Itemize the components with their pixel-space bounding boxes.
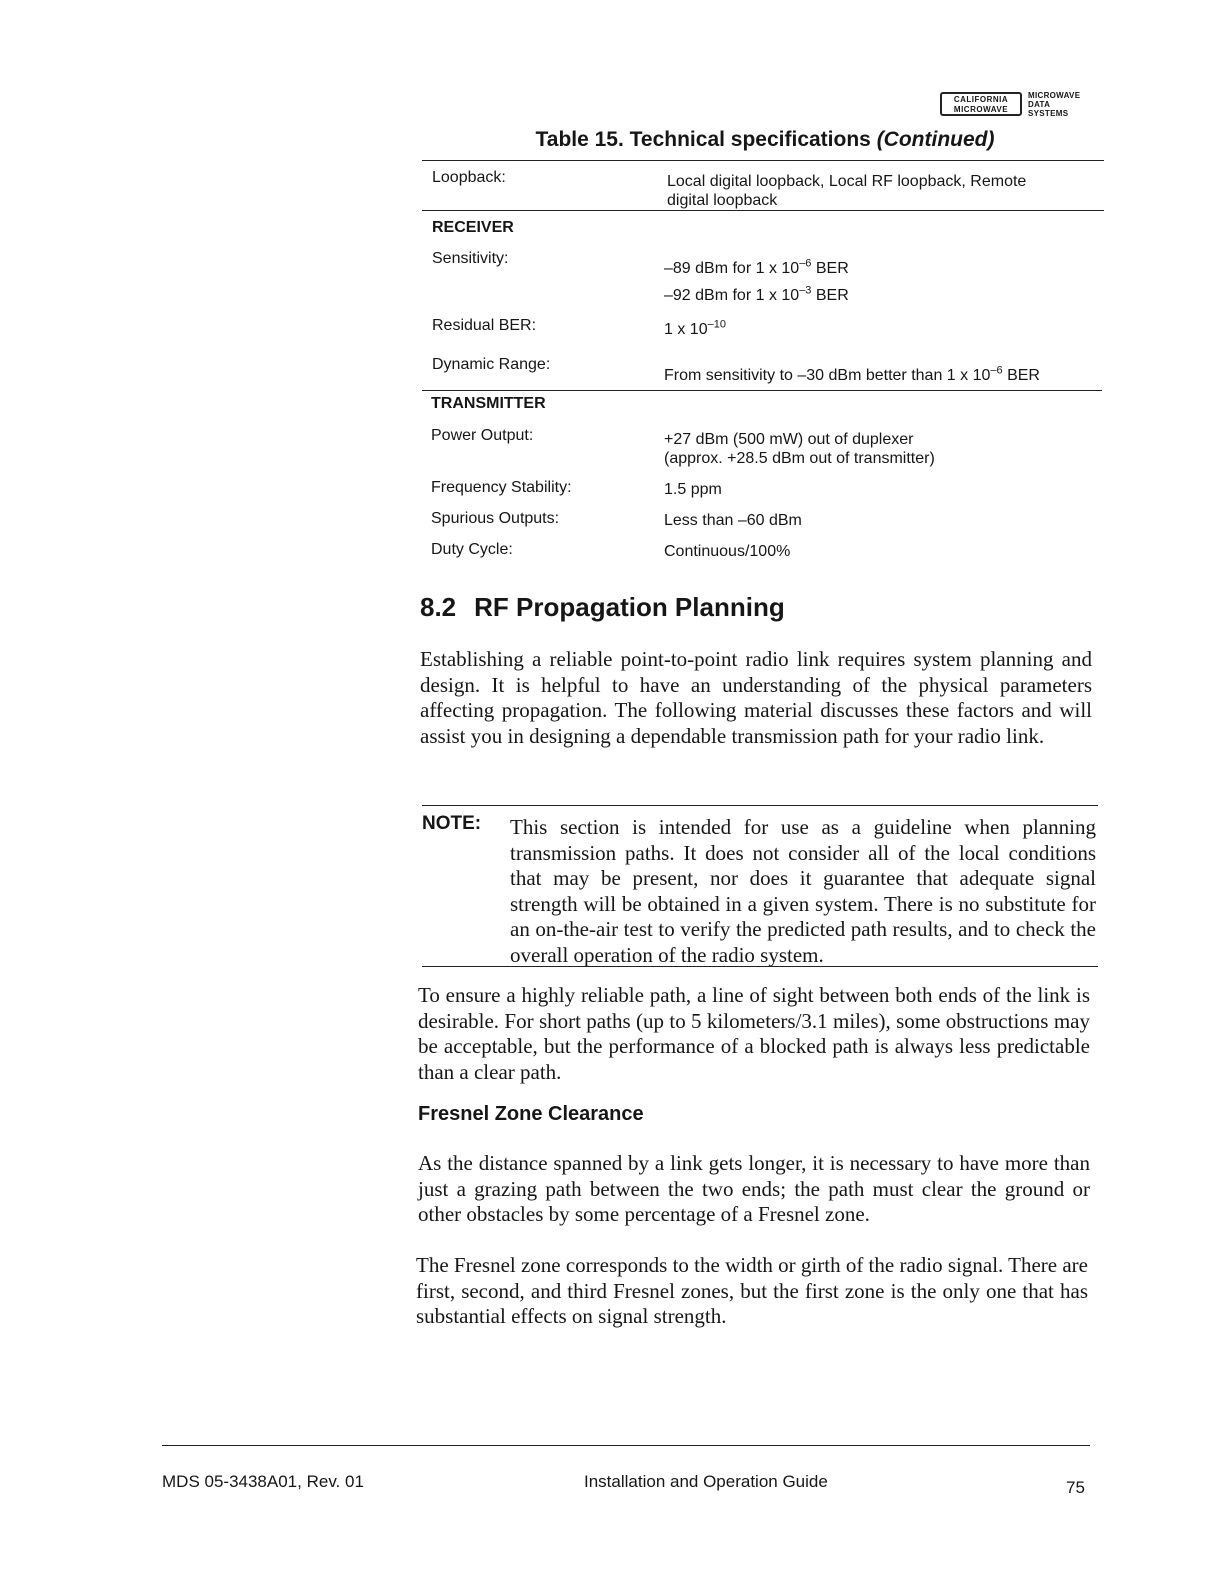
spurious-outputs-value: Less than –60 dBm: [664, 512, 802, 529]
footer-doc-id: MDS 05-3438A01, Rev. 01: [162, 1472, 364, 1491]
footer-rule: [162, 1445, 1090, 1446]
company-logo: [940, 92, 1090, 126]
loopback-value-line1: Local digital loopback, Local RF loopback, Remote: [667, 173, 1027, 190]
logo-box-line1: CALIFORNIA: [953, 95, 1009, 104]
section-title: RF Propagation Planning: [474, 592, 785, 622]
duty-cycle-value: Continuous/100%: [664, 543, 791, 560]
logo-right-line3: SYSTEMS: [1028, 109, 1069, 118]
power-output-value: [664, 430, 935, 468]
table-title-suffix: (Continued): [876, 128, 995, 151]
footer-guide-title: Installation and Operation Guide: [584, 1472, 828, 1491]
intro-paragraph: Establishing a reliable point-to-point radio link requires system planning and design. It is helpful to have an understanding of the physical parameters affecting propagation. The following material discusses these factors and will assist you in designing a dependable transmission path for your radio link.: [420, 647, 1092, 748]
dynamic-suffix: BER: [1002, 367, 1040, 384]
table-title-text: Table 15. Technical specifications: [535, 128, 871, 151]
receiver-heading: RECEIVER: [432, 219, 514, 236]
sens1-text: –89 dBm for 1 x 10: [664, 260, 800, 277]
loopback-label: Loopback:: [432, 169, 506, 186]
loopback-value: [667, 172, 1026, 210]
table-title: [420, 128, 1110, 152]
note-text: This section is intended for use as a guideline when planning transmission paths. It does not consider all of the local conditions that may be present, nor does it guarantee that adequate signal strength will be obtained in a given system. There is no substitute for an on-the-air test to verify the predicted path results, and to check the overall operation of the radio system.: [510, 815, 1096, 967]
logo-box: [940, 92, 1022, 116]
table-rule-receiver: [422, 210, 1104, 211]
sensitivity-label: Sensitivity:: [432, 250, 509, 267]
dynamic-range-value: [664, 366, 1040, 385]
fresnel-paragraph-1: As the distance spanned by a link gets longer, it is necessary to have more than just a grazing path between the two ends; the path must clear the ground or other obstacles by some percentage of a Fresnel zone.: [418, 1151, 1090, 1226]
power-output-line1: +27 dBm (500 mW) out of duplexer: [664, 431, 914, 448]
logo-wordmark: [1028, 91, 1080, 118]
sensitivity-value-2: [664, 286, 849, 305]
dynamic-range-label: Dynamic Range:: [432, 356, 551, 373]
footer-page-number: 75: [1066, 1478, 1085, 1497]
line-of-sight-paragraph: To ensure a highly reliable path, a line of sight between both ends of the link is desirable. For short paths (up to 5 kilometers/3.1 miles), some obstructions may be acceptable, but the performance of a blocked path is always less predictable than a clear path.: [418, 983, 1090, 1084]
table-rule-transmitter: [422, 390, 1102, 391]
dynamic-text: From sensitivity to –30 dBm better than 1 x 10: [664, 367, 991, 384]
logo-right-line1: MICROWAVE: [1028, 91, 1081, 100]
residual-exponent: –10: [707, 318, 726, 331]
sensitivity-value-1: [664, 259, 849, 278]
logo-box-line2: MICROWAVE: [953, 105, 1009, 114]
spurious-outputs-label: Spurious Outputs:: [431, 510, 560, 527]
sens2-text: –92 dBm for 1 x 10: [664, 287, 800, 304]
note-label: NOTE:: [422, 813, 482, 834]
sens1-exponent: –6: [799, 257, 812, 270]
power-output-label: Power Output:: [431, 427, 534, 444]
note-rule-bottom: [422, 966, 1098, 967]
fresnel-paragraph-2: The Fresnel zone corresponds to the width or girth of the radio signal. There are first, second, and third Fresnel zones, but the first zone is the only one that has substantial effects on signal strength.: [416, 1253, 1088, 1328]
sens1-suffix: BER: [811, 260, 849, 277]
transmitter-heading: TRANSMITTER: [431, 395, 546, 412]
frequency-stability-value: 1.5 ppm: [664, 481, 722, 498]
duty-cycle-label: Duty Cycle:: [431, 541, 513, 558]
fresnel-subheading: Fresnel Zone Clearance: [418, 1103, 644, 1125]
residual-text: 1 x 10: [664, 321, 708, 338]
logo-right-line2: DATA: [1028, 100, 1051, 109]
section-heading: [420, 592, 785, 623]
residual-ber-label: Residual BER:: [432, 317, 537, 334]
sens2-suffix: BER: [811, 287, 849, 304]
section-number: 8.2: [420, 592, 457, 622]
residual-ber-value: [664, 320, 726, 339]
frequency-stability-label: Frequency Stability:: [431, 479, 572, 496]
dynamic-exponent: –6: [990, 364, 1003, 377]
power-output-line2: (approx. +28.5 dBm out of transmitter): [664, 450, 935, 467]
note-rule-top: [422, 805, 1098, 806]
sens2-exponent: –3: [799, 284, 812, 297]
loopback-value-line2: digital loopback: [667, 192, 778, 209]
table-rule-top: [422, 160, 1104, 161]
